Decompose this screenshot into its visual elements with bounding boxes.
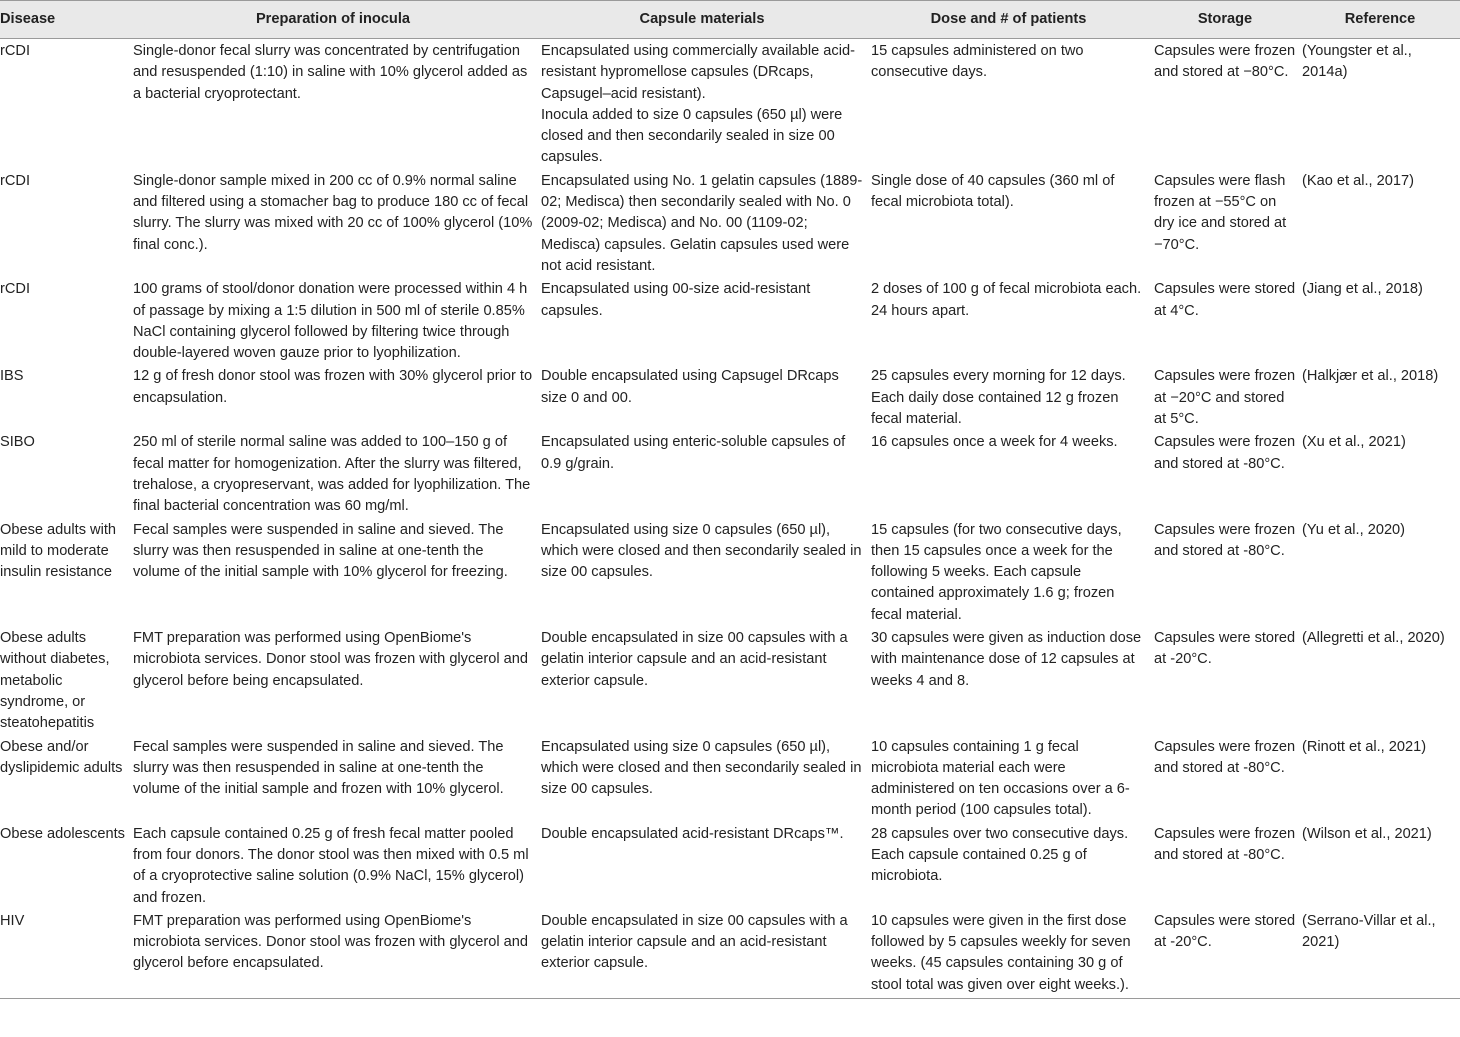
table-row: [0, 430, 1460, 517]
cell-disease: rCDI: [0, 43, 30, 59]
cell-preparation: Single-donor fecal slurry was concentrated by centrifugation and resuspended (1:10) in saline with 10% glycerol added as a bacterial cryoprotectant.: [133, 43, 528, 102]
table-row: [0, 822, 1460, 909]
cell-capsule: Double encapsulated in size 00 capsules with a gelatin interior capsule and an acid-resistant exterior capsule.: [537, 909, 867, 999]
cell-disease: Obese adults with mild to moderate insulin resistance: [0, 521, 117, 581]
cell-disease: IBS: [0, 368, 24, 385]
cell-reference[interactable]: (Allegretti et al., 2020): [1302, 630, 1445, 647]
cell-disease: Obese adolescents: [0, 825, 125, 842]
cell-disease: Obese adults without diabetes, metabolic syndrome, or steatohepatitis: [0, 630, 110, 732]
cell-disease: HIV: [0, 909, 129, 999]
cell-dose: 30 capsules were given as induction dose with maintenance dose of 12 capsules at weeks 4 and 8.: [871, 630, 1142, 689]
cell-reference[interactable]: (Yu et al., 2020): [1302, 521, 1406, 538]
cell-preparation: 100 grams of stool/donor donation were processed within 4 h of passage by mixing a 1:5 dilution in 500 ml of sterile 0.85% NaCl containing glycerol followed by filtering twice through double-layered woven gauze prior to lyophilization.: [133, 281, 528, 362]
cell-storage: Capsules were stored at -20°C.: [1150, 909, 1300, 999]
cell-disease: rCDI: [0, 281, 30, 298]
cell-reference[interactable]: (Serrano-Villar et al., 2021): [1300, 909, 1460, 999]
cell-reference[interactable]: (Xu et al., 2021): [1302, 434, 1406, 451]
cell-capsule: Encapsulated using 00-size acid-resistant capsules.: [541, 281, 811, 319]
table-row: [0, 518, 1460, 626]
cell-storage: Capsules were frozen and stored at -80°C.: [1154, 825, 1296, 863]
cell-preparation: Fecal samples were suspended in saline and sieved. The slurry was then resuspended in saline at one-tenth the volume of the initial sample and frozen with 10% glycerol.: [133, 738, 504, 798]
cell-capsule: Double encapsulated using Capsugel DRcaps size 0 and 00.: [541, 368, 839, 406]
cell-storage: Capsules were frozen and stored at −80°C.: [1154, 43, 1296, 81]
cell-capsule: Encapsulated using commercially available acid-resistant hypromellose capsules (DRcaps, Capsugel–acid resistant). Inocula added to size 0 capsules (650 µl) were closed and then secondarily sealed in size 00 capsules.: [541, 43, 855, 166]
cell-dose: 10 capsules containing 1 g fecal microbiota material each were administered on ten occasions over a 6-month period (100 capsules total).: [871, 738, 1130, 819]
cell-capsule: Double encapsulated acid-resistant DRcaps™.: [541, 825, 844, 842]
table-body: [0, 39, 1460, 999]
cell-dose: 2 doses of 100 g of fecal microbiota each. 24 hours apart.: [871, 281, 1142, 319]
cell-dose: 15 capsules administered on two consecutive days.: [871, 43, 1084, 81]
cell-dose: 15 capsules (for two consecutive days, then 15 capsules once a week for the following 5 weeks. Each capsule contained approximately 1.6 g; frozen fecal material.: [871, 521, 1122, 623]
cell-disease: rCDI: [0, 172, 30, 189]
cell-capsule: Double encapsulated in size 00 capsules with a gelatin interior capsule and an acid-resistant exterior capsule.: [541, 630, 848, 689]
cell-storage: Capsules were frozen and stored at -80°C.: [1154, 434, 1296, 472]
table-row: [0, 364, 1460, 430]
cell-preparation: 250 ml of sterile normal saline was added to 100–150 g of fecal matter for homogenization. After the slurry was filtered, trehalose, a cryopreservant, was added for lyophilization. The final bacterial concentration was 60 mg/ml.: [133, 434, 531, 515]
cell-capsule: Encapsulated using size 0 capsules (650 µl), which were closed and then secondarily sealed in size 00 capsules.: [541, 738, 862, 798]
cell-capsule: Encapsulated using enteric-soluble capsules of 0.9 g/grain.: [541, 434, 846, 472]
table-row: [0, 909, 1460, 999]
table-row: [0, 735, 1460, 822]
table-header: [0, 1, 1460, 39]
cell-storage: Capsules were frozen at −20°C and stored at 5°C.: [1154, 368, 1296, 428]
cell-preparation: Fecal samples were suspended in saline and sieved. The slurry was then resuspended in saline at one-tenth the volume of the initial sample with 10% glycerol for freezing.: [133, 521, 508, 581]
table-row: [0, 626, 1460, 734]
header-capsule-materials: Capsule materials: [537, 1, 867, 39]
cell-disease: Obese and/or dyslipidemic adults: [0, 738, 123, 776]
cell-preparation: Each capsule contained 0.25 g of fresh fecal matter pooled from four donors. The donor stool was then mixed with 0.5 ml of a cryoprotective saline solution (0.9% NaCl, 15% glycerol) and frozen.: [133, 825, 529, 906]
cell-dose: 25 capsules every morning for 12 days. Each daily dose contained 12 g frozen fecal material.: [871, 368, 1126, 428]
cell-dose: Single dose of 40 capsules (360 ml of fecal microbiota total).: [871, 172, 1115, 211]
cell-reference[interactable]: (Rinott et al., 2021): [1302, 738, 1427, 755]
table-row: [0, 39, 1460, 169]
cell-dose: 10 capsules were given in the first dose followed by 5 capsules weekly for seven weeks. (45 capsules containing 30 g of stool total was given over eight weeks.).: [867, 909, 1150, 999]
cell-preparation: Single-donor sample mixed in 200 cc of 0.9% normal saline and filtered using a stomacher bag to produce 180 cc of fecal slurry. The slurry was mixed with 20 cc of 100% glycerol (10% final conc.).: [133, 172, 533, 253]
cell-reference[interactable]: (Halkjær et al., 2018): [1302, 368, 1439, 385]
cell-reference[interactable]: (Youngster et al., 2014a): [1302, 43, 1412, 81]
header-storage: Storage: [1150, 1, 1300, 39]
header-preparation: Preparation of inocula: [129, 1, 537, 39]
cell-preparation: 12 g of fresh donor stool was frozen with 30% glycerol prior to encapsulation.: [133, 368, 533, 406]
table-row: [0, 169, 1460, 277]
cell-dose: 16 capsules once a week for 4 weeks.: [871, 434, 1118, 451]
cell-reference[interactable]: (Jiang et al., 2018): [1302, 281, 1423, 298]
cell-storage: Capsules were flash frozen at −55°C on dry ice and stored at −70°C.: [1154, 172, 1287, 253]
header-row: [0, 1, 1460, 39]
cell-dose: 28 capsules over two consecutive days. Each capsule contained 0.25 g of microbiota.: [871, 825, 1129, 885]
header-reference: Reference: [1300, 1, 1460, 39]
cell-storage: Capsules were frozen and stored at -80°C.: [1154, 738, 1296, 776]
cell-preparation: FMT preparation was performed using OpenBiome's microbiota services. Donor stool was frozen with glycerol and glycerol before being encapsulated.: [133, 630, 529, 689]
cell-storage: Capsules were stored at 4°C.: [1154, 281, 1296, 319]
cell-storage: Capsules were frozen and stored at -80°C.: [1154, 521, 1296, 559]
cell-reference[interactable]: (Wilson et al., 2021): [1302, 825, 1432, 842]
cell-capsule: Encapsulated using No. 1 gelatin capsules (1889-02; Medisca) then secondarily sealed with No. 0 (2009-02; Medisca) and No. 00 (1109-02; Medisca) capsules. Gelatin capsules used were not acid resistant.: [541, 172, 863, 274]
table-row: [0, 277, 1460, 364]
header-dose: Dose and # of patients: [867, 1, 1150, 39]
cell-reference[interactable]: (Kao et al., 2017): [1302, 172, 1414, 189]
header-disease: Disease: [0, 1, 129, 39]
cell-capsule: Encapsulated using size 0 capsules (650 µl), which were closed and then secondarily sealed in size 00 capsules.: [541, 521, 862, 581]
cell-preparation: FMT preparation was performed using OpenBiome's microbiota services. Donor stool was frozen with glycerol and glycerol before encapsulated.: [129, 909, 537, 999]
cell-storage: Capsules were stored at -20°C.: [1154, 630, 1296, 668]
cell-disease: SIBO: [0, 434, 35, 451]
